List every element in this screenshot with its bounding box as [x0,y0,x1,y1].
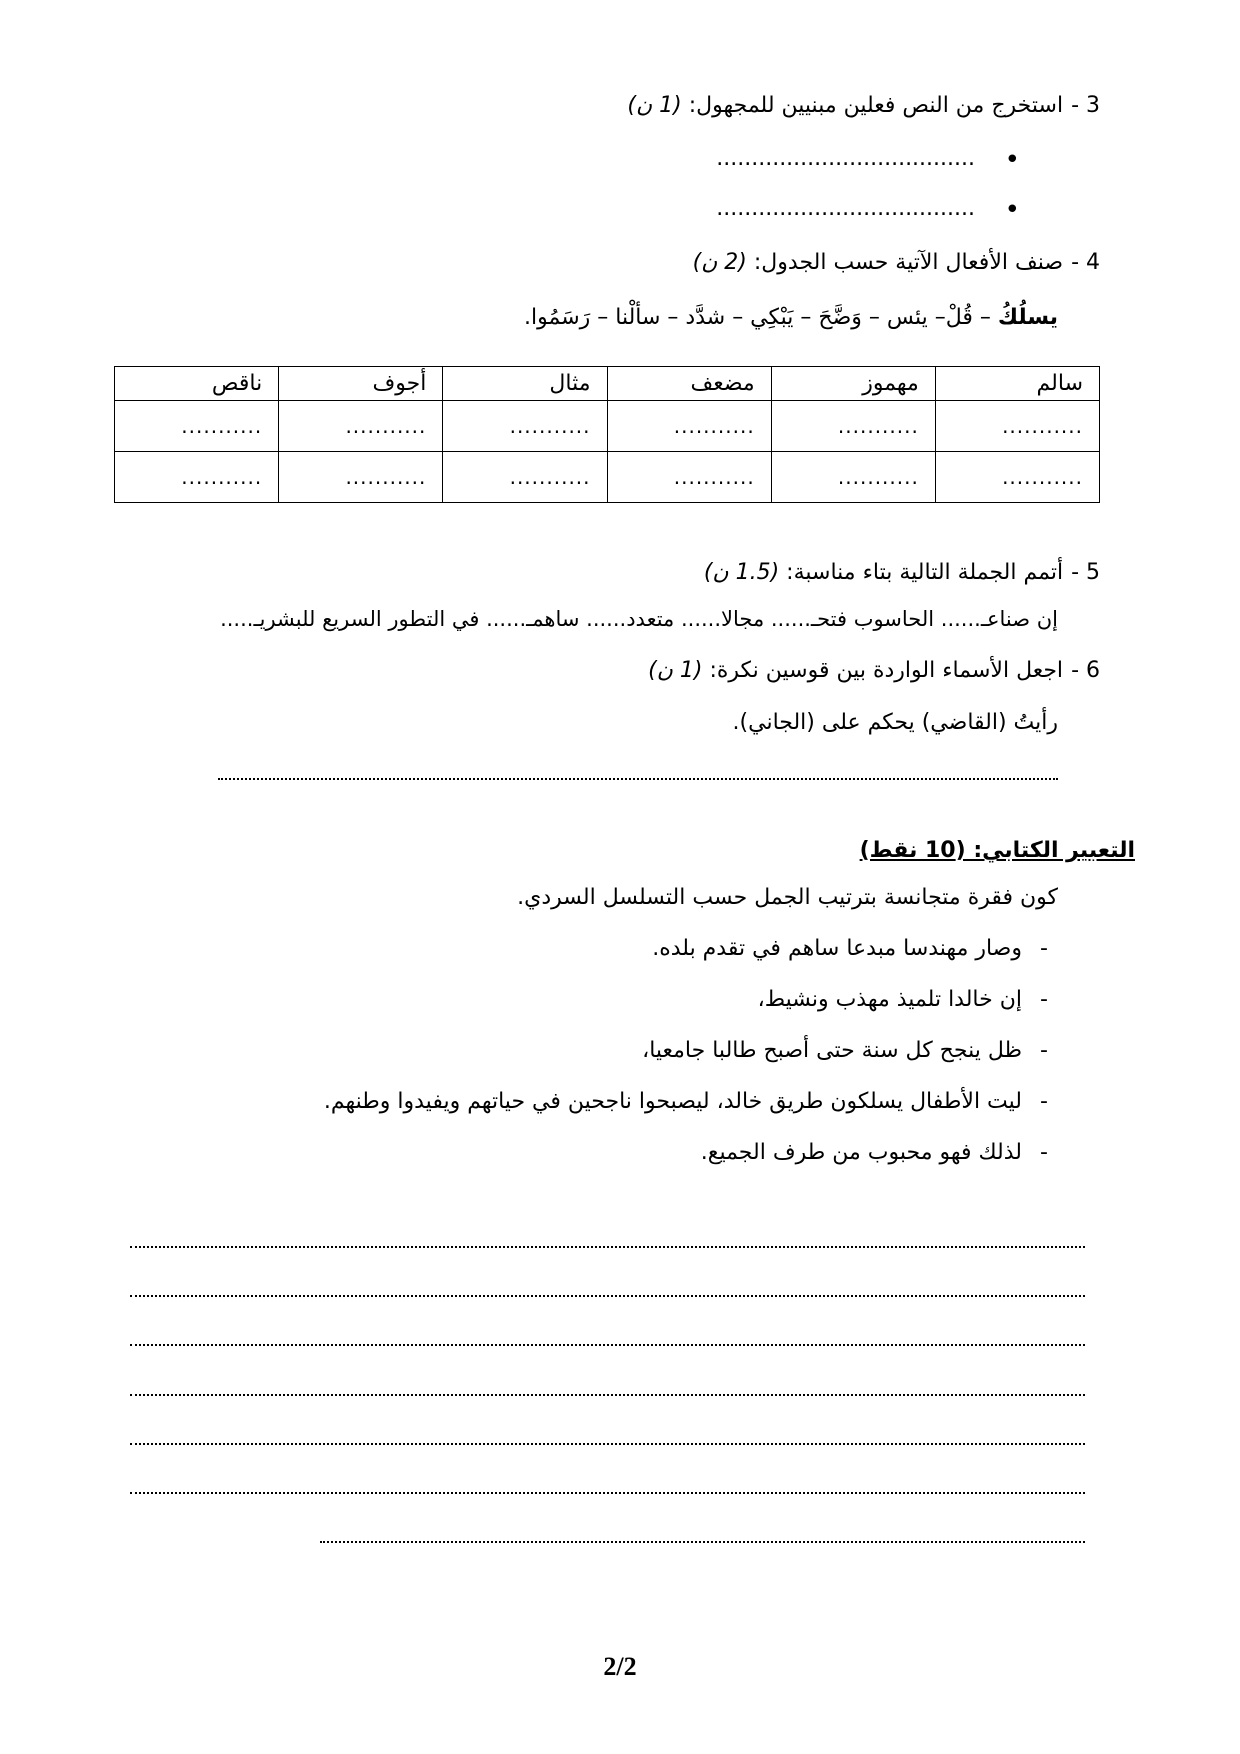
q5-text: أتمم الجملة التالية بتاء مناسبة: [786,560,1064,585]
list-item-text: إن خالدا تلميذ مهذب ونشيط، [757,987,1022,1012]
table-row [115,401,1100,452]
writing-answer-line[interactable] [130,1394,1085,1396]
verb-classification-table [114,366,1100,503]
table-cell[interactable]: ........... [443,401,607,452]
dash-icon: - [1040,1140,1048,1165]
writing-answer-line[interactable] [320,1541,1085,1543]
list-item [652,936,1058,961]
writing-answer-line[interactable] [130,1492,1085,1494]
q5-sentence[interactable]: إن صناعـ...... الحاسوب فتحـ...... مجالا...... متعدد...... ساهمـ...... في التطور السريع للبشريـ..... [220,607,1058,631]
bullet-icon: • [1004,195,1020,225]
table-header: مهموز [771,367,935,401]
q5-prompt [704,560,1100,585]
table-row [115,452,1100,503]
table-cell[interactable]: ........... [115,452,279,503]
writing-answer-line[interactable] [130,1344,1085,1346]
q6-text: اجعل الأسماء الواردة بين قوسين نكرة: [709,658,1064,683]
list-item [758,987,1058,1012]
table-header: مثال [443,367,607,401]
list-item-text: ظل ينجح كل سنة حتى أصبح طالبا جامعيا، [642,1038,1022,1063]
q3-answer-dots[interactable]: ..................................... [716,196,975,221]
writing-answer-line[interactable] [130,1295,1085,1297]
q4-verb-bold: يسلُكُ [997,305,1058,330]
q3-answer-dots[interactable]: ..................................... [716,146,975,171]
table-header: سالم [935,367,1099,401]
q4-verb-list [524,305,1058,330]
list-item [324,1089,1058,1114]
q6-prompt [648,658,1100,683]
q6-sentence: رأيتُ (القاضي) يحكم على (الجاني). [732,710,1058,735]
table-cell[interactable]: ........... [607,452,771,503]
writing-instruction: كون فقرة متجانسة بترتيب الجمل حسب التسلسل السردي. [517,885,1058,910]
dash-icon: - [1040,1089,1048,1114]
table-cell[interactable]: ........... [279,452,443,503]
table-header: أجوف [279,367,443,401]
q5-points: (1.5 ن) [703,560,780,585]
table-cell[interactable]: ........... [279,401,443,452]
list-item-text: لذلك فهو محبوب من طرف الجميع. [700,1140,1022,1165]
list-item-text: وصار مهندسا مبدعا ساهم في تقدم بلده. [652,936,1022,961]
q6-number: 6 - [1071,658,1100,683]
q4-number: 4 - [1071,250,1100,275]
writing-section-title: التعبير الكتابي: (10 نقط) [859,838,1135,863]
table-header: مضعف [607,367,771,401]
list-item [701,1140,1058,1165]
table-header-row [115,367,1100,401]
list-item [642,1038,1058,1063]
dash-icon: - [1040,1038,1048,1063]
table-header: ناقص [115,367,279,401]
q4-verb-rest: – قُلْ– يئس – وَضَّحَ – يَبْكِي – شدَّد – سألْنا – رَسَمُوا. [524,305,998,330]
q3-prompt [627,93,1100,118]
q3-text: استخرج من النص فعلين مبنيين للمجهول: [688,93,1064,118]
table-cell[interactable]: ........... [443,452,607,503]
dash-icon: - [1040,936,1048,961]
bullet-icon: • [1004,145,1020,175]
table-cell[interactable]: ........... [935,452,1099,503]
q3-points: (1 ن) [627,93,682,118]
q6-points: (1 ن) [648,658,703,683]
dash-icon: - [1040,987,1048,1012]
table-cell[interactable]: ........... [115,401,279,452]
q5-number: 5 - [1071,560,1100,585]
writing-answer-line[interactable] [130,1246,1085,1248]
list-item-text: ليت الأطفال يسلكون طريق خالد، ليصبحوا ناجحين في حياتهم ويفيدوا وطنهم. [323,1089,1022,1114]
table-cell[interactable]: ........... [771,452,935,503]
q4-text: صنف الأفعال الآتية حسب الجدول: [753,250,1064,275]
table-cell[interactable]: ........... [935,401,1099,452]
q4-points: (2 ن) [692,250,747,275]
writing-answer-line[interactable] [130,1443,1085,1445]
q3-number: 3 - [1071,93,1100,118]
table-cell[interactable]: ........... [607,401,771,452]
q6-answer-line[interactable] [218,778,1058,780]
page-number: 2/2 [603,1652,637,1681]
table-cell[interactable]: ........... [771,401,935,452]
q4-prompt [693,250,1100,275]
